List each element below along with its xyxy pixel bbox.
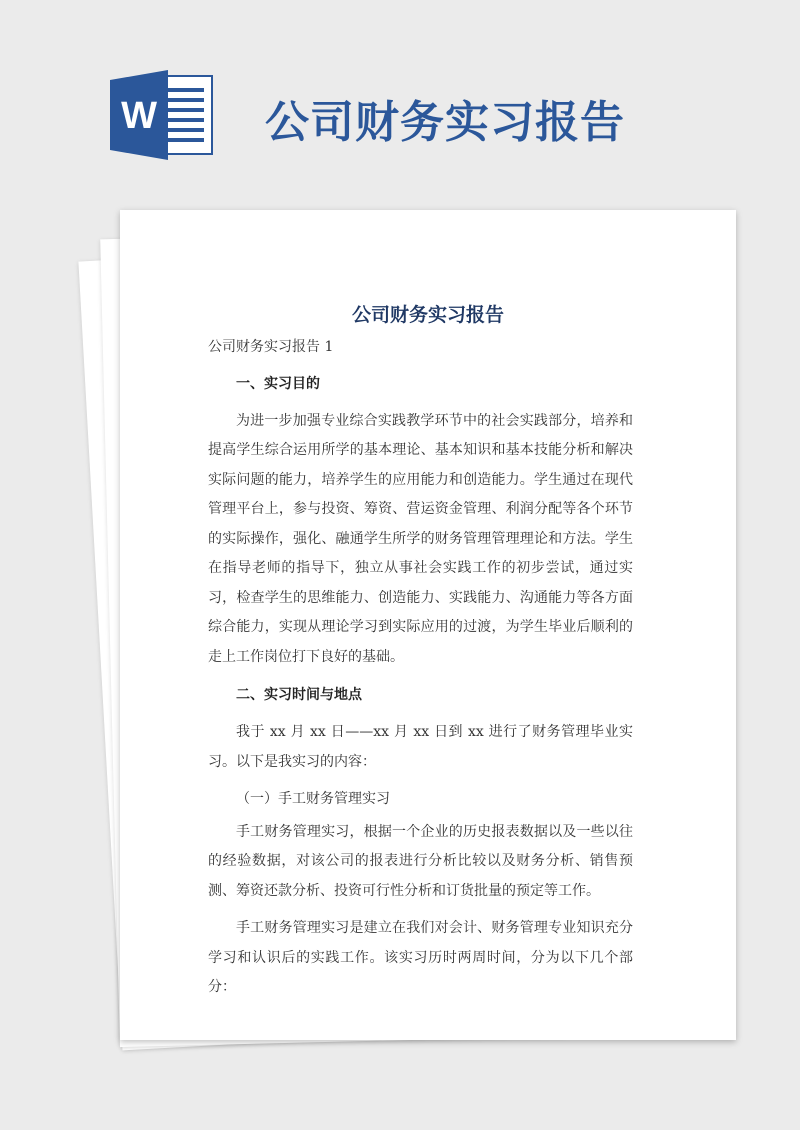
document-body: [208, 333, 633, 1003]
document-title: 公司财务实习报告: [351, 304, 504, 326]
section-heading-purpose: 一、实习目的: [236, 375, 320, 392]
svg-text:W: W: [121, 95, 157, 137]
report-intro-line: 公司财务实习报告 1: [208, 339, 334, 355]
subsection-paragraph-manual-1: 手工财务管理实习，根据一个企业的历史报表数据以及一些以往的经验数据，对该公司的报表进行分析比较以及财务分析、销售预测、筹资还款分析、投资可行性分析和订货批量的预定等工作。: [208, 823, 633, 899]
page-header-title: 公司财务实习报告: [265, 97, 625, 148]
section-paragraph-purpose: 为进一步加强专业综合实践教学环节中的社会实践部分，培养和提高学生综合运用所学的基本理论、基本知识和基本技能分析和解决实际问题的能力，培养学生的应用能力和创造能力。学生通过在现代管理平台上，参与投资、筹资、营运资金管理、利润分配等各个环节的实际操作，强化、融通学生所学的财务管理管理理论和方法。学生在指导老师的指导下，独立从事社会实践工作的初步尝试，通过实习，检查学生的思维能力、创造能力、实践能力、沟通能力等各方面综合能力，实现从理论学习到实际应用的过渡，为学生毕业后顺利的走上工作岗位打下良好的基础。: [208, 412, 633, 665]
section-heading-time-place: 二、实习时间与地点: [236, 687, 362, 703]
subsection-heading-manual: （一）手工财务管理实习: [236, 791, 390, 807]
subsection-paragraph-manual-2: 手工财务管理实习是建立在我们对会计、财务管理专业知识充分学习和认识后的实践工作。该实习历时两周时间，分为以下几个部分：: [208, 920, 633, 995]
word-document-icon: [110, 70, 214, 160]
document-page: [120, 210, 736, 1040]
section-paragraph-time-place: 我于 xx 月 xx 日——xx 月 xx 日到 xx 进行了财务管理毕业实习。以下是我实习的内容：: [208, 724, 633, 770]
